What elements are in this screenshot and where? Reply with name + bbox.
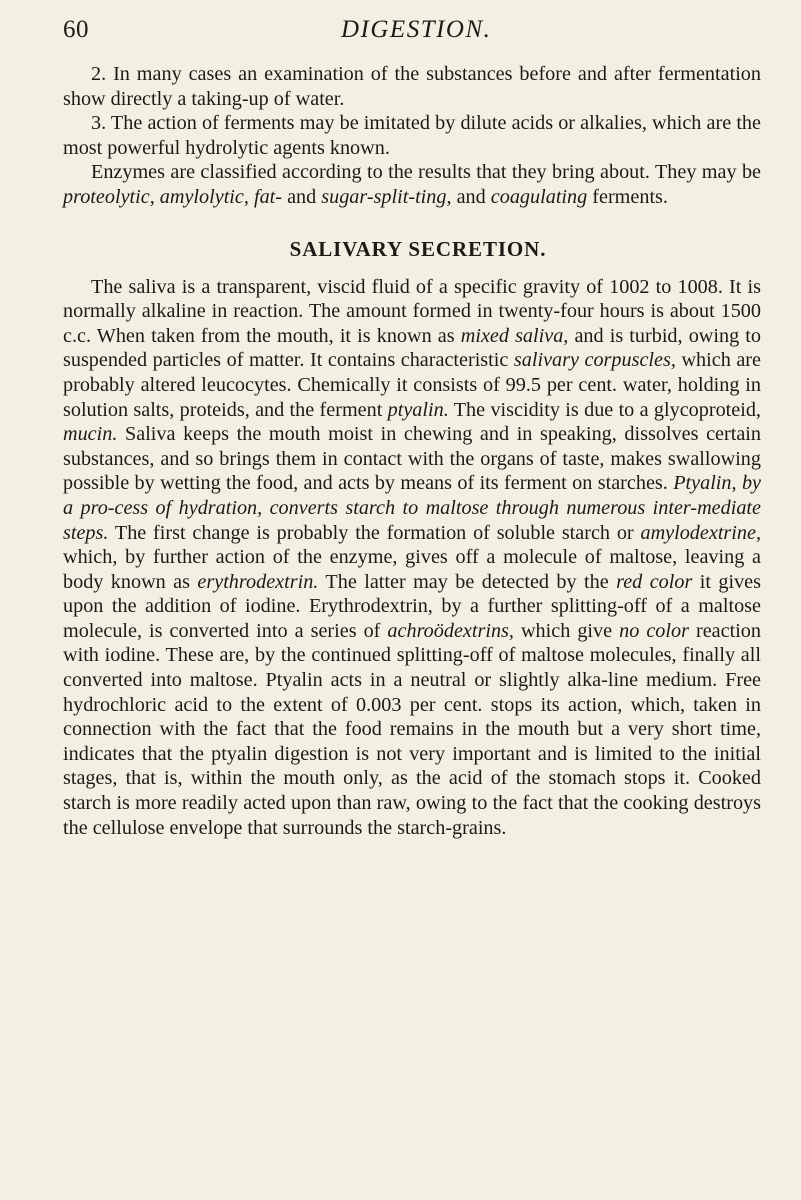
text-segment: and bbox=[282, 185, 322, 208]
text-segment: The viscidity is due to a glycoproteid, bbox=[448, 398, 761, 421]
text-segment: Saliva keeps the mouth moist in chewing and in speaking, dissolves certain substances, and so brings them in contact with the organs of taste, makes swallowing possible by wetting the food, and acts by means of its ferment on starches. bbox=[63, 423, 761, 495]
italic-term: Ptyalin, by a pro-cess of hydration, converts starch to maltose through numerous inter-mediate steps. bbox=[63, 472, 761, 544]
text-segment: and is turbid, owing to suspended particles of matter. It contains characteristic bbox=[63, 324, 761, 372]
text-segment: it gives upon the addition of iodine. Erythrodextrin, by a further splitting-off of a maltose molecule, is converted into a series of bbox=[63, 570, 761, 642]
italic-term: coagulating bbox=[490, 185, 588, 208]
paragraph-saliva bbox=[63, 275, 761, 841]
italic-term: ptyalin. bbox=[387, 398, 449, 421]
running-header bbox=[63, 0, 761, 62]
text-segment: which give bbox=[513, 619, 620, 642]
italic-term: salivary corpuscles, bbox=[513, 349, 676, 372]
text-segment: ferments. bbox=[587, 185, 668, 208]
italic-term: erythrodextrin. bbox=[197, 570, 319, 593]
section-heading: SALIVARY SECRETION. bbox=[289, 236, 547, 261]
italic-term: amylodextrine, bbox=[640, 521, 761, 544]
italic-term: red color bbox=[616, 570, 693, 593]
text-segment: The latter may be detected by the bbox=[318, 570, 617, 593]
paragraph-acids-alkalies: 3. The action of ferments may be imitated by dilute acids or alkalies, which are the most powerful hydrolytic agents known. bbox=[63, 112, 761, 159]
italic-term: achroödextrins, bbox=[387, 619, 514, 642]
paragraph-enzyme-classification bbox=[63, 160, 761, 209]
text-segment: and bbox=[451, 185, 491, 208]
running-title: DIGESTION. bbox=[341, 16, 492, 43]
text-segment: The saliva is a transparent, viscid fluid of a specific gravity of 1002 to 1008. It is normally alkaline in reaction. The amount formed in twenty-four hours is about 1500 c.c. When taken from the mouth, it is known as bbox=[63, 275, 761, 347]
page-number: 60 bbox=[63, 16, 89, 43]
italic-term: no color bbox=[619, 619, 689, 642]
paragraph-water-uptake: 2. In many cases an examination of the substances before and after fermentation show directly a taking-up of water. bbox=[63, 63, 761, 110]
text-segment: Enzymes are classified according to the results that they bring about. They may be bbox=[91, 161, 761, 184]
text-segment: The first change is probably the formation of soluble starch or bbox=[108, 521, 641, 544]
text-segment: which are probably altered leucocytes. Chemically it consists of 99.5 per cent. water, holding in solution salts, proteids, and the ferment bbox=[63, 349, 761, 421]
italic-term: mixed saliva, bbox=[460, 324, 569, 347]
text-segment: which, by further action of the enzyme, gives off a molecule of maltose, leaving a body known as bbox=[63, 546, 761, 593]
italic-term: proteolytic, amylolytic, fat- bbox=[63, 185, 283, 208]
italic-term: mucin. bbox=[63, 423, 118, 446]
italic-term: sugar-split-ting, bbox=[321, 185, 452, 208]
text-segment: reaction with iodine. These are, by the continued splitting-off of maltose molecules, finally all converted into maltose. Ptyalin acts in a neutral or slightly alka-line medium. Free hydrochloric acid to the extent of 0.003 per cent. stops its action, which, taken in connection with the fact that the food remains in the mouth but a very short time, indicates that the ptyalin digestion is not very important and is limited to the initial stages, that is, within the mouth only, as the acid of the stomach stops it. Cooked starch is more readily acted upon than raw, owing to the fact that the cooking destroys the cellulose envelope that surrounds the starch-grains. bbox=[63, 619, 761, 839]
